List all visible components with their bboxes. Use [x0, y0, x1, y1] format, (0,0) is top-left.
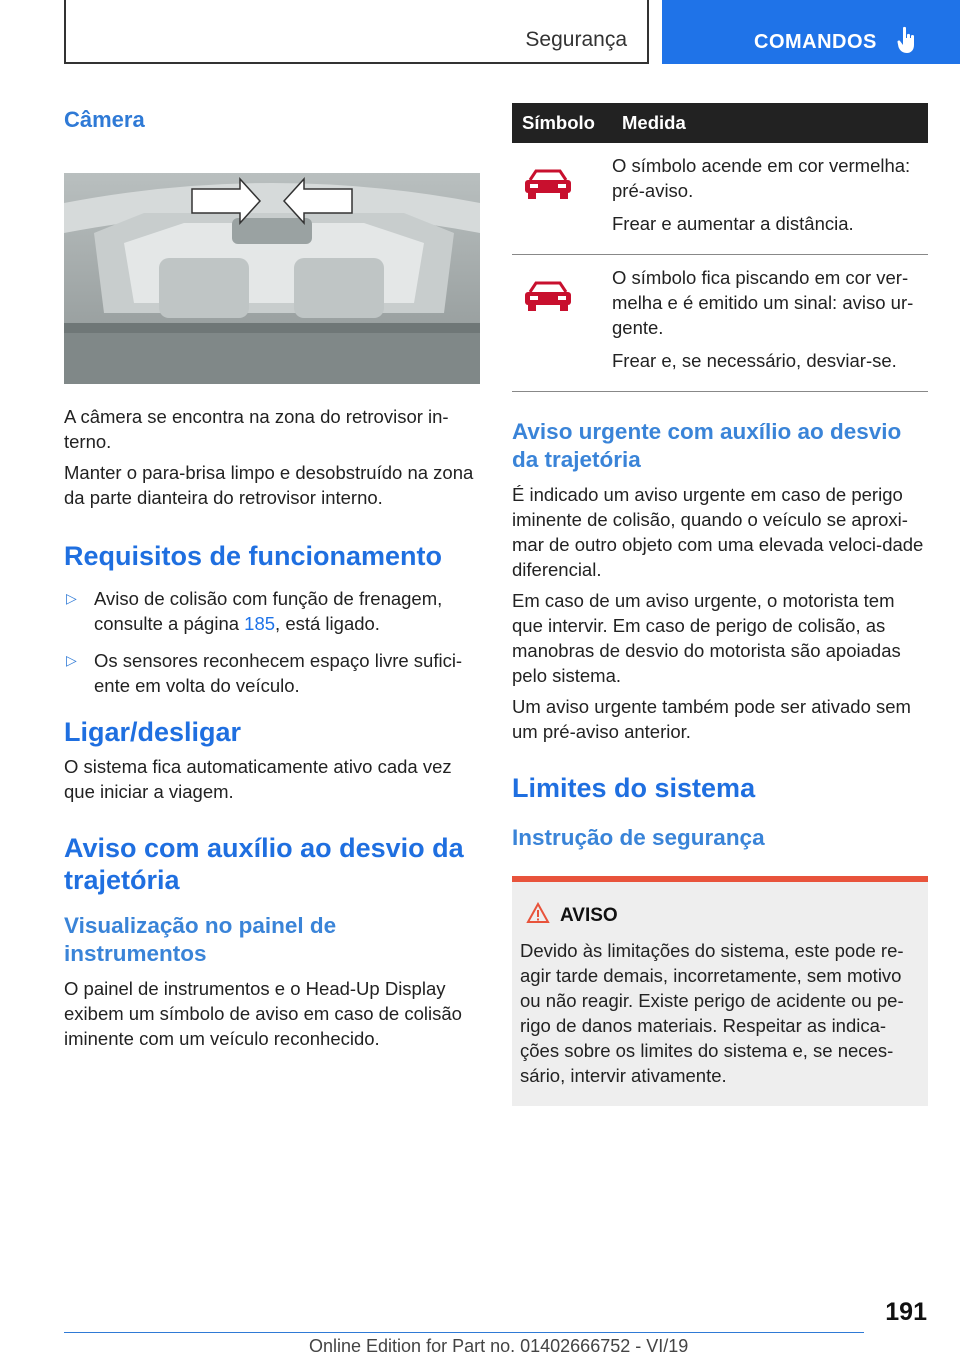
- requirement-text-1-end: , está ligado.: [275, 613, 380, 634]
- table-row: [512, 255, 928, 392]
- footer-divider: [64, 1332, 864, 1333]
- camera-paragraph-1: A câmera se encontra na zona do retrovisor in-terno.: [64, 406, 449, 452]
- table-row: [512, 143, 928, 255]
- page-number: 191: [885, 1298, 927, 1326]
- on-off-heading: Ligar/desligar: [64, 717, 242, 747]
- row1-text-1: O símbolo acende em cor vermelha: pré-aviso.: [612, 155, 911, 201]
- header-section-title: Segurança: [525, 28, 627, 51]
- header-section-box: [64, 0, 649, 64]
- requirements-list: [64, 586, 480, 698]
- row2-text-1: O símbolo fica piscando em cor ver-melha e é emitido um sinal: aviso ur-gente.: [612, 267, 914, 338]
- warning-triangle-icon: [526, 902, 550, 930]
- display-paragraph: O painel de instrumentos e o Head-Up Display exibem um símbolo de aviso em caso de colisão iminente com um veículo reconhecido.: [64, 978, 462, 1049]
- pointing-hand-icon: [897, 26, 917, 54]
- header-chapter-title: COMANDOS: [754, 31, 877, 53]
- left-column: [64, 95, 480, 1057]
- list-item: [64, 648, 480, 698]
- triangle-bullet-icon: ▷: [66, 652, 77, 668]
- symbol-table: [512, 103, 928, 392]
- triangle-bullet-icon: ▷: [66, 590, 77, 606]
- display-heading: Visualização no painel de instrumentos: [64, 913, 337, 966]
- car-warning-icon: [522, 279, 574, 313]
- camera-heading: Câmera: [64, 107, 145, 132]
- warning-box: [512, 876, 928, 1106]
- urgent-paragraph-2: Em caso de um aviso urgente, o motorista tem que intervir. Em caso de perigo de colisão, as manobras de desvio do motorista são apoiadas pelo sistema.: [512, 590, 901, 686]
- requirements-heading: Requisitos de funcionamento: [64, 541, 443, 571]
- col-measure-header: Medida: [612, 103, 928, 143]
- car-warning-icon: [522, 167, 574, 201]
- col-symbol-header: Símbolo: [512, 103, 612, 143]
- warning-text: Devido às limitações do sistema, este pode re-agir tarde demais, incorretamente, sem motivo ou não reagir. Existe perigo de acidente ou pe-rigo de danos materiais. Respeitar as indica-ções sobre os limites do sistema e, se neces-sário, intervir ativamente.: [520, 940, 904, 1086]
- safety-heading: Instrução de segurança: [512, 825, 765, 850]
- urgent-warning-heading: Aviso urgente com auxílio ao desvio da trajetória: [512, 419, 902, 472]
- requirement-text-2: Os sensores reconhecem espaço livre sufici-ente em volta do veículo.: [94, 650, 463, 696]
- urgent-paragraph-1: É indicado um aviso urgente em caso de perigo iminente de colisão, quando o veículo se aproxi-mar de outro objeto com uma elevada veloci-dade diferencial.: [512, 484, 924, 580]
- car-interior-camera-photo: [64, 173, 480, 384]
- right-column: [512, 103, 928, 1106]
- warning-title: AVISO: [560, 905, 618, 926]
- camera-paragraph-2: Manter o para-brisa limpo e desobstruído na zona da parte dianteira do retrovisor interno.: [64, 462, 474, 508]
- requirement-text-1: Aviso de colisão com função de frenagem, consulte a página: [94, 588, 443, 634]
- limits-heading: Limites do sistema: [512, 773, 756, 803]
- page-link[interactable]: 185: [244, 613, 276, 634]
- list-item: [64, 586, 480, 636]
- evasion-heading: Aviso com auxílio ao desvio da trajetória: [64, 833, 464, 895]
- row2-text-2: Frear e, se necessário, desviar-se.: [612, 350, 897, 371]
- on-off-paragraph: O sistema fica automaticamente ativo cada vez que iniciar a viagem.: [64, 756, 452, 802]
- row1-text-2: Frear e aumentar a distância.: [612, 213, 854, 234]
- urgent-paragraph-3: Um aviso urgente também pode ser ativado sem um pré-aviso anterior.: [512, 696, 911, 742]
- edition-text: Online Edition for Part no. 01402666752 - VI/19: [309, 1336, 689, 1356]
- header-chapter-tab[interactable]: [662, 0, 960, 64]
